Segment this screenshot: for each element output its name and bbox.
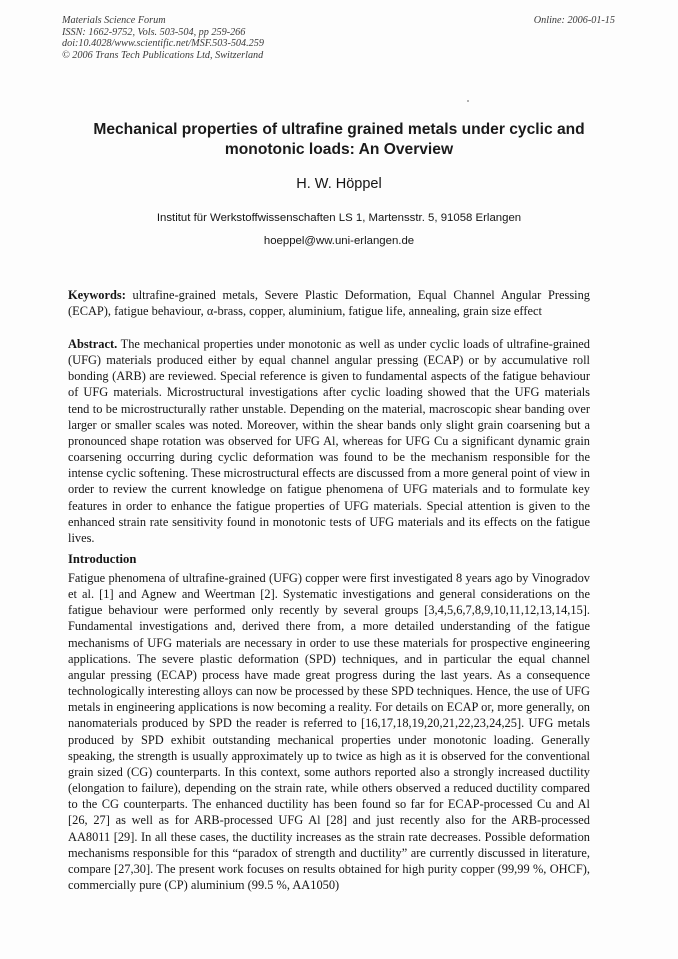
abstract-text: The mechanical properties under monotonic as well as under cyclic loads of ultrafine-grained (UFG) materials produced either by equal channel angular pressing (ECAP) or by accumulative roll bonding (ARB) are reviewed. Special reference is given to fundamental aspects of the fatigue behaviour of UFG materials. Microstructural investigations after cyclic loading showed that the UFG materials tend to be microstructurally rather unstable. Depending on the material, macroscopic shear banding over larger or smaller scales was noted. Moreover, within the shear bands only slight grain coarsening but a pronounced shape rotation was observed for UFG Al, whereas for UFG Cu a significant dynamic grain coarsening occurring during cyclic deformation was found to be the mechanism responsible for the intense cyclic softening. These microstructural effects are discussed from a more general point of view in order to review the current knowledge on fatigue phenomena of UFG materials and to formulate key features in order to enhance the fatigue properties of UFG materials. Special attention is given to the enhanced strain rate sensitivity found in monotonic tests of UFG materials and its effects on the fatigue lives. — [68, 337, 590, 545]
journal-issn: ISSN: 1662-9752, Vols. 503-504, pp 259-266 — [62, 26, 246, 38]
scan-speck — [467, 100, 469, 102]
keywords-label: Keywords: — [68, 288, 126, 302]
journal-doi: doi:10.4028/www.scientific.net/MSF.503-504.259 — [62, 38, 264, 50]
section-heading-introduction: Introduction — [68, 552, 137, 566]
author-name: H. W. Höppel — [296, 176, 382, 192]
journal-header — [62, 15, 264, 61]
journal-name: Materials Science Forum — [62, 15, 166, 26]
keywords-paragraph — [68, 287, 590, 319]
keywords-text: ultrafine-grained metals, Severe Plastic Deformation, Equal Channel Angular Pressing (ECAP), fatigue behaviour, α-brass, copper, aluminium, fatigue life, annealing, grain size effect — [68, 288, 590, 319]
journal-copyright: © 2006 Trans Tech Publications Ltd, Switzerland — [62, 49, 264, 61]
paper-title: Mechanical properties of ultrafine grained metals under cyclic and monotonic loads: An Overview — [93, 121, 585, 158]
online-date: Online: 2006-01-15 — [533, 15, 615, 26]
author-affiliation: Institut für Werkstoffwissenschaften LS 1, Martensstr. 5, 91058 Erlangen — [156, 212, 522, 224]
author-email: hoeppel@ww.uni-erlangen.de — [263, 235, 415, 247]
abstract-paragraph — [68, 336, 590, 546]
introduction-paragraph: Fatigue phenomena of ultrafine-grained (UFG) copper were first investigated 8 years ago by Vinogradov et al. [1] and Agnew and Weertman [2]. Systematic investigations and general considerations on the fatigue behaviour were performed only recently by several groups [3,4,5,6,7,8,9,10,11,12,13,14,15]. Fundamental investigations and, derived there from, a more detailed understanding of the fatigue mechanisms of UFG materials are necessary in order to use these materials for prospective engineering applications. The severe plastic deformation (SPD) techniques, and in particular the equal channel angular pressing (ECAP) process have made great progress during the last years. As a consequence technologically interesting alloys can now be processed by these SPD techniques. Hence, the use of UFG metals in engineering applications is now becoming a reality. For details on ECAP or, more generally, on nanomaterials produced by SPD the reader is referred to [16,17,18,19,20,21,22,23,24,25]. UFG metals produced by SPD exhibit outstanding mechanical properties under monotonic loading. Generally speaking, the strength is usually approximately up to twice as high as it is observed for the conventional grain sized (CG) counterparts. In this context, some authors reported also a strongly increased ductility (elongation to failure), depending on the strain rate, while others observed a reduced ductility compared to the CG counterparts. The enhanced ductility has been found so far for ECAP-processed Cu and Al [26, 27] as well as for ARB-processed UFG Al [28] and just recently also for the ARB-processed AA8011 [29]. In all these cases, the ductility increases as the strain rate decreases. Possible deformation mechanisms responsible for this “paradox of strength and ductility” are currently discussed in literature, compare [27,30]. The present work focuses on results obtained for high purity copper (99,99 %, OHCF), commercially pure (CP) aluminium (99.5 %, AA1050) — [68, 571, 590, 892]
abstract-label: Abstract. — [68, 337, 118, 351]
